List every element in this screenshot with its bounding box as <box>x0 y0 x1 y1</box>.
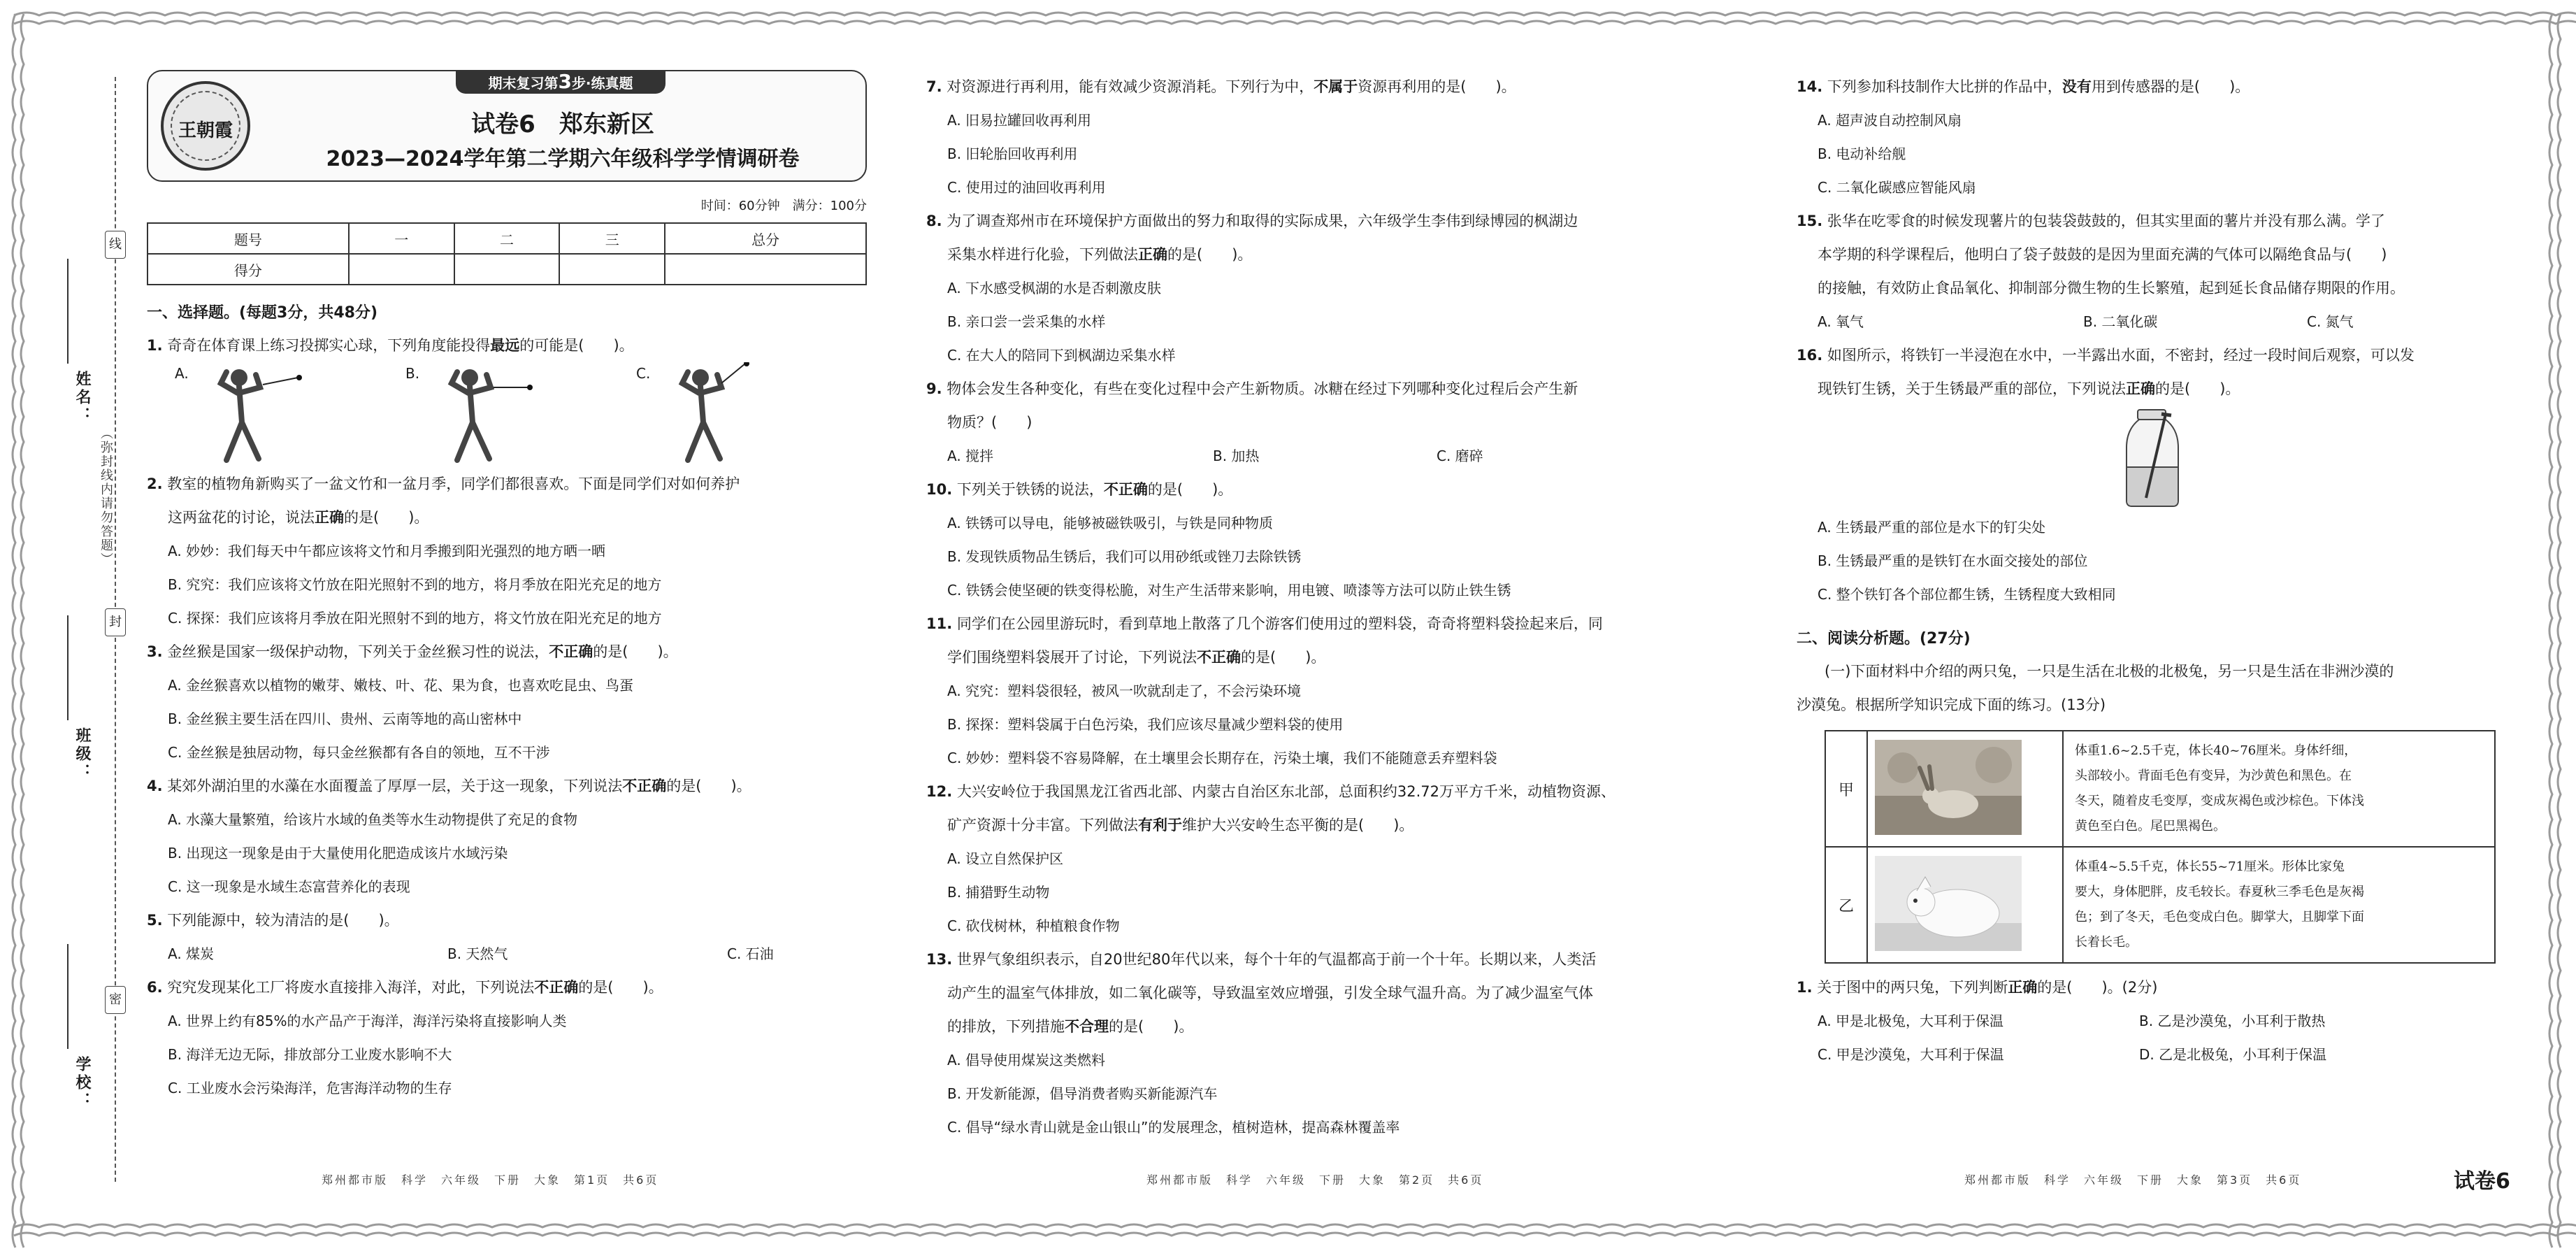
q5-option-a[interactable]: A. 煤炭 <box>168 945 215 962</box>
binding-margin <box>42 77 126 1182</box>
q9-option-b[interactable]: B. 加热 <box>1213 448 1260 464</box>
q1-figure-c[interactable]: C. <box>636 362 867 467</box>
q10-option-c[interactable]: C. 铁锈会使坚硬的铁变得松脆，对生产生活带来影响，用电镀、喷漆等方法可以防止铁生锈 <box>947 582 1511 599</box>
review-step-banner: 期末复习第3步·练真题 <box>456 70 665 94</box>
q1-figures <box>147 362 867 467</box>
class-blank[interactable] <box>67 615 69 720</box>
seal-mark-top: 线 <box>105 231 126 259</box>
question-6: 6. 究究发现某化工厂将废水直接排入海洋，对此，下列说法不正确的是( )。 <box>147 979 663 996</box>
q6-option-a[interactable]: A. 世界上约有85%的水产品产于海洋，海洋污染将直接影响人类 <box>168 1013 567 1029</box>
question-4: 4. 某郊外湖泊里的水藻在水面覆盖了厚厚一层，关于这一现象，下列说法不正确的是( )。 <box>147 778 751 794</box>
q4-option-c[interactable]: C. 这一现象是水域生态富营养化的表现 <box>168 878 410 895</box>
border-wave <box>14 21 2576 24</box>
q13-option-c[interactable]: C. 倡导“绿水青山就是金山银山”的发展理念，植树造林，提高森林覆盖率 <box>947 1119 1400 1136</box>
q15-option-b[interactable]: B. 二氧化碳 <box>2083 313 2158 330</box>
q6-option-c[interactable]: C. 工业废水会污染海洋，危害海洋动物的生存 <box>168 1080 452 1096</box>
exam-number: 试卷6 <box>2454 1169 2510 1194</box>
page-2-column: 7. 对资源进行再利用，能有效减少资源消耗。下列行为中，不属于资源再利用的是( )。 A. 旧易拉罐回收再利用 B. 旧轮胎回收再利用 C. 使用过的油回收再利用 8. 为了调查郑州市在环境保护方面做出的努力和取得的实际成果，六年级学生李伟到绿博园的枫湖边 采集水样进行化验，下列做法正确的是( )。 A. 下水感受枫湖的水是否刺激皮肤 B. 亲口尝一尝采集的水样 C. 在大人的陪同下到枫湖边采集水样 9. 物体会发生各种变化，有些在变化过程中会产生新物质。冰糖在经过下列哪种变化过程后会产生新 物质？( ) A. 搅拌 B. 加热 C. 磨碎 10. 下列关于铁锈的说法，不正确的是( )。 A. 铁锈可以导电，能够被磁铁吸引，与铁是同种物质 B. 发现铁质物品生锈后，我们可以用砂纸或锉刀去除铁锈 C. 铁锈会使坚硬的铁变得松脆，对生产生活带来影响，用电镀、喷漆等方法可以防止铁生锈 11. 同学们在公园里游玩时，看到草地上散落了几个游客们使用过的塑料袋，奇奇将塑料袋捡起来后，同 学们围绕塑料袋展开了讨论，下列说法不正确的是( )。 A. 究究：塑料袋很轻，被风一吹就刮走了，不会污染环境 B. 探探：塑料袋属于白色污染，我们应该尽量减少塑料袋的使用 C. 妙妙：塑料袋不容易降解，在土壤里会长期存在，污染土壤，我们不能随意丢弃塑料袋 12. 大兴安岭位于我国黑龙江省西北部、内蒙古自治区东北部，总面积约32.72万平方千米，动植物资源、 矿产资源十分丰富。下列做法有利于维护大兴安岭生态平衡的是( )。 A. 设立自然保护区 B. 捕猎野生动物 C. 砍伐树林，种植粮食作物 13. 世界气象组织表示，自20世纪80年代以来，每个十年的气温都高于前一个十年。长期以来，人类活 动产生的温室气体排放，如二氧化碳等，导致温室效应增强，引发全球气温升高。为了减少温室气体 的排放，下列措施不合理的是( )。 A. 倡导使用煤炭这类燃料 B. 开发新能源，倡导消费者购买新能源汽车 C. 倡导“绿水青山就是金山银山”的发展理念，植树造林，提高森林覆盖率 <box>926 70 1741 1144</box>
question-1: 1. 奇奇在体育课上练习投掷实心球，下列角度能投得最远的可能是( )。 <box>147 337 634 354</box>
score-cell[interactable] <box>349 254 454 285</box>
question-16: 16. 如图所示，将铁钉一半浸泡在水中，一半露出水面，不密封，经过一段时间后观察，可以发 <box>1797 347 2415 364</box>
q9-option-c[interactable]: C. 磨碎 <box>1437 448 1483 464</box>
question-2: 2. 教室的植物角新购买了一盆文竹和一盆月季，同学们都很喜欢。下面是同学们对如何养护 <box>147 476 740 492</box>
exam-header <box>147 70 867 182</box>
section-2-question-1: 1. 关于图中的两只兔，下列判断正确的是( )。(2分) <box>1797 979 2158 996</box>
q5-option-c[interactable]: C. 石油 <box>727 945 774 962</box>
border-wave <box>2549 14 2552 1248</box>
question-9: 9. 物体会发生各种变化，有些在变化过程中会产生新物质。冰糖在经过下列哪种变化过程后会产生新 <box>926 380 1578 397</box>
q12-option-b[interactable]: B. 捕猎野生动物 <box>947 884 1050 901</box>
jar-nail-icon <box>2111 406 2195 510</box>
q8-option-c[interactable]: C. 在大人的陪同下到枫湖边采集水样 <box>947 347 1176 364</box>
question-14: 14. 下列参加科技制作大比拼的作品中，没有用到传感器的是( )。 <box>1797 78 2250 95</box>
q10-option-a[interactable]: A. 铁锈可以导电，能够被磁铁吸引，与铁是同种物质 <box>947 515 1274 531</box>
question-12: 12. 大兴安岭位于我国黑龙江省西北部、内蒙古自治区东北部，总面积约32.72万平方千米，动植物资源、 <box>926 783 1616 800</box>
q13-option-b[interactable]: B. 开发新能源，倡导消费者购买新能源汽车 <box>947 1085 1218 1102</box>
q7-option-c[interactable]: C. 使用过的油回收再利用 <box>947 179 1106 196</box>
q15-option-c[interactable]: C. 氮气 <box>2307 313 2354 330</box>
q12-option-c[interactable]: C. 砍伐树林，种植粮食作物 <box>947 917 1120 934</box>
q10-option-b[interactable]: B. 发现铁质物品生锈后，我们可以用砂纸或锉刀去除铁锈 <box>947 548 1302 565</box>
brand-logo: 王朝霞 <box>161 81 250 171</box>
q3-option-a[interactable]: A. 金丝猴喜欢以植物的嫩芽、嫩枝、叶、花、果为食，也喜欢吃昆虫、鸟蛋 <box>168 677 634 694</box>
thrower-figure-a <box>196 362 336 467</box>
page-footer-3: 郑州都市版 科学 六年级 下册 大象 第3页 共6页 <box>1964 1173 2302 1187</box>
q11-option-c[interactable]: C. 妙妙：塑料袋不容易降解，在土壤里会长期存在，污染土壤，我们不能随意丢弃塑料袋 <box>947 750 1497 766</box>
border-wave <box>13 14 15 1248</box>
question-5: 5. 下列能源中，较为清洁的是( )。 <box>147 912 399 929</box>
table-row: 乙 体重4~5.5千克，体长55~71厘米。形体比家兔 要大，身体肥胖，皮毛较长。春夏秋三季毛色是灰褐 色；到了冬天，毛色变成白色。脚掌大，且脚掌下面 长着长毛。 <box>1825 847 2495 963</box>
score-cell[interactable] <box>559 254 665 285</box>
q7-option-b[interactable]: B. 旧轮胎回收再利用 <box>947 145 1078 162</box>
page-1-column: 王朝霞 期末复习第3步·练真题 试卷6 郑东新区 2023—2024学年第二学期六年级科学学情调研卷 时间：60分钟 满分：100分 题号 一 二 三 总分 得分 一、选择题。(每题3分，共48分) 1. 奇奇在体育课上练习投掷实心球，下列角度能投得最远的可能是( )。 A. B. C. 2. 教室的植物角新购买了一盆文竹和一盆月季，同学们都很喜欢。下面是同学们对如何养护 这两盆花的讨论，说法正确的是( )。 A. 妙妙：我们每天中午都应该将文竹和月季搬到阳光强烈的地方晒一晒 B. 究究：我们应该将文竹放在阳光照射不到的地方，将月季放在阳光充足的地方 C. 探探：我们应该将月季放在阳光照射不到的地方，将文竹放在阳光充足的地方 3. 金丝猴是国家一级保护动物，下列关于金丝猴习性的说法，不正确的是( )。 A. 金丝猴喜欢以植物的嫩芽、嫩枝、叶、花、果为食，也喜欢吃昆虫、鸟蛋 B. 金丝猴主要生活在四川、贵州、云南等地的高山密林中 C. 金丝猴是独居动物，每只金丝猴都有各自的领地，互不干涉 4. 某郊外湖泊里的水藻在水面覆盖了厚厚一层，关于这一现象，下列说法不正确的是( )。 A. 水藻大量繁殖，给该片水域的鱼类等水生动物提供了充足的食物 B. 出现这一现象是由于大量使用化肥造成该片水域污染 C. 这一现象是水域生态富营养化的表现 5. 下列能源中，较为清洁的是( )。 A. 煤炭 B. 天然气 C. 石油 6. 究究发现某化工厂将废水直接排入海洋，对此，下列说法不正确的是( )。 A. 世界上约有85%的水产品产于海洋，海洋污染将直接影响人类 B. 海洋无边无际，排放部分工业废水影响不大 C. 工业废水会污染海洋，危害海洋动物的生存 <box>147 70 867 1105</box>
q8-option-a[interactable]: A. 下水感受枫湖的水是否刺激皮肤 <box>947 280 1162 296</box>
rabbit-table <box>1825 730 2496 964</box>
q9-options <box>926 439 1741 473</box>
thrower-figure-b <box>426 362 566 467</box>
time-score-info: 时间：60分钟 满分：100分 <box>700 199 867 213</box>
page-footer-1: 郑州都市版 科学 六年级 下册 大象 第1页 共6页 <box>322 1173 659 1187</box>
exam-title: 试卷6 郑东新区 <box>471 110 654 138</box>
q1-figure-b[interactable]: B. <box>405 362 636 467</box>
question-3: 3. 金丝猴是国家一级保护动物，下列关于金丝猴习性的说法，不正确的是( )。 <box>147 643 678 660</box>
school-blank[interactable] <box>67 944 69 1049</box>
q7-option-a[interactable]: A. 旧易拉罐回收再利用 <box>947 112 1092 129</box>
seal-mark-bottom: 密 <box>105 986 126 1014</box>
question-13: 13. 世界气象组织表示，自20世纪80年代以来，每个十年的气温都高于前一个十年。长期以来，人类活 <box>926 951 1597 968</box>
q1-figure-a[interactable]: A. <box>175 362 405 467</box>
score-cell[interactable] <box>665 254 866 285</box>
q13-option-a[interactable]: A. 倡导使用煤炭这类燃料 <box>947 1052 1106 1068</box>
q14-option-c[interactable]: C. 二氧化碳感应智能风扇 <box>1818 179 1976 196</box>
seal-note: （弥封线内请勿答题） <box>99 427 113 566</box>
section-1-title: 一、选择题。(每题3分，共48分) <box>147 304 378 322</box>
q4-option-b[interactable]: B. 出现这一现象是由于大量使用化肥造成该片水域污染 <box>168 845 508 862</box>
q16-figure <box>1797 406 2510 510</box>
border-wave <box>14 1224 2576 1227</box>
q6-option-b[interactable]: B. 海洋无边无际，排放部分工业废水影响不大 <box>168 1046 452 1063</box>
q14-option-a[interactable]: A. 超声波自动控制风扇 <box>1818 112 1962 129</box>
q8-option-b[interactable]: B. 亲口尝一尝采集的水样 <box>947 313 1106 330</box>
s2q1-option-a[interactable]: A. 甲是北极兔，大耳利于保温 <box>1818 1013 2004 1029</box>
q2-option-b[interactable]: B. 究究：我们应该将文竹放在阳光照射不到的地方，将月季放在阳光充足的地方 <box>168 576 662 593</box>
q9-option-a[interactable]: A. 搅拌 <box>947 448 994 464</box>
name-blank[interactable] <box>67 259 69 364</box>
class-label: 班级： <box>73 727 91 782</box>
page-3-column: 14. 下列参加科技制作大比拼的作品中，没有用到传感器的是( )。 A. 超声波自动控制风扇 B. 电动补给舰 C. 二氧化碳感应智能风扇 15. 张华在吃零食的时候发现薯片的包装袋鼓鼓的，但其实里面的薯片并没有那么满。学了 本学期的科学课程后，他明白了袋子鼓鼓的是因为里面充满的气体可以隔绝食品与( ) 的接触，有效防止食品氧化、抑制部分微生物的生长繁殖，起到延长食品储存期限的作用。 A. 氧气 B. 二氧化碳 C. 氮气 16. 如图所示，将铁钉一半浸泡在水中，一半露出水面，不密封，经过一段时间后观察，可以发 现铁钉生锈，关于生锈最严重的部位，下列说法正确的是( )。 A. 生锈最严重的部位是水下的钉尖处 B. 生锈最严重的是铁钉在水面交接处的部位 C. 整个铁钉各个部位都生锈，生锈程度大致相同 二、阅读分析题。(27分) (一)下面材料中介绍的两只兔，一只是生活在北极的北极兔，另一只是生活在非洲沙漠的 沙漠兔。根据所学知识完成下面的练习。(13分) 甲 体重1.6~2.5千克，体长40~76厘米。身体纤细， 头部较小。背面毛色有变异，为沙黄色和黑色。在 冬天，随着皮毛变厚，变成灰褐色或沙棕色。下体浅 黄色至白色。尾巴黑褐色。 乙 体重4~5.5千克，体长55~71厘米。形体比家兔 要大，身体肥胖，皮毛较长。春夏秋三季毛色是灰褐 色；到了冬天，毛色变成白色。脚掌大，且脚掌下面 长着长毛。 1. 关于图中的两只兔，下列判断正确的是( )。(2分) A. 甲是北极兔，大耳利于保温 B. 乙是沙漠兔，小耳利于散热 C. 甲是沙漠兔，大耳利于保温 D. 乙是北极兔，小耳利于保温 <box>1797 70 2510 1071</box>
s2q1-option-c[interactable]: C. 甲是沙漠兔，大耳利于保温 <box>1818 1046 2004 1063</box>
s2q1-option-b[interactable]: B. 乙是沙漠兔，小耳利于散热 <box>2139 1013 2326 1029</box>
question-11: 11. 同学们在公园里游玩时，看到草地上散落了几个游客们使用过的塑料袋，奇奇将塑料袋捡起来后，同 <box>926 615 1603 632</box>
q16-option-a[interactable]: A. 生锈最严重的部位是水下的钉尖处 <box>1818 519 2046 536</box>
question-15: 15. 张华在吃零食的时候发现薯片的包装袋鼓鼓的，但其实里面的薯片并没有那么满。学了 <box>1797 213 2385 229</box>
q4-option-a[interactable]: A. 水藻大量繁殖，给该片水域的鱼类等水生动物提供了充足的食物 <box>168 811 578 828</box>
score-table: 题号 一 二 三 总分 得分 <box>147 222 867 285</box>
border-wave <box>21 14 24 1248</box>
seal-mark-mid: 封 <box>105 608 126 636</box>
q2-option-c[interactable]: C. 探探：我们应该将月季放在阳光照射不到的地方，将文竹放在阳光充足的地方 <box>168 610 662 627</box>
page-footer-2: 郑州都市版 科学 六年级 下册 大象 第2页 共6页 <box>1146 1173 1484 1187</box>
q15-option-a[interactable]: A. 氧气 <box>1818 313 1864 330</box>
table-row: 甲 体重1.6~2.5千克，体长40~76厘米。身体纤细， 头部较小。背面毛色有变异，为沙黄色和黑色。在 冬天，随着皮毛变厚，变成灰褐色或沙棕色。下体浅 黄色至白色。尾巴黑褐色。 <box>1825 731 2495 847</box>
school-label: 学校： <box>73 1056 91 1110</box>
question-10: 10. 下列关于铁锈的说法，不正确的是( )。 <box>926 481 1233 498</box>
q11-option-b[interactable]: B. 探探：塑料袋属于白色污染，我们应该尽量减少塑料袋的使用 <box>947 716 1344 733</box>
border-wave <box>14 13 2576 15</box>
score-cell[interactable] <box>454 254 560 285</box>
q12-option-a[interactable]: A. 设立自然保护区 <box>947 850 1064 867</box>
q5-option-b[interactable]: B. 天然气 <box>447 945 508 962</box>
question-8: 8. 为了调查郑州市在环境保护方面做出的努力和取得的实际成果，六年级学生李伟到绿博园的枫湖边 <box>926 213 1578 229</box>
arctic-hare-photo <box>1875 856 2022 951</box>
q5-options <box>147 937 867 971</box>
desert-hare-photo <box>1875 740 2022 835</box>
s2q1-option-d[interactable]: D. 乙是北极兔，小耳利于保温 <box>2139 1046 2327 1063</box>
question-7: 7. 对资源进行再利用，能有效减少资源消耗。下列行为中，不属于资源再利用的是( )。 <box>926 78 1516 95</box>
thrower-figure-c <box>657 362 797 467</box>
section-2-title: 二、阅读分析题。(27分) <box>1797 630 1971 648</box>
q3-option-c[interactable]: C. 金丝猴是独居动物，每只金丝猴都有各自的领地，互不干涉 <box>168 744 550 761</box>
exam-subtitle: 2023—2024学年第二学期六年级科学学情调研卷 <box>326 147 800 171</box>
q11-option-a[interactable]: A. 究究：塑料袋很轻，被风一吹就刮走了，不会污染环境 <box>947 682 1302 699</box>
q16-option-b[interactable]: B. 生锈最严重的是铁钉在水面交接处的部位 <box>1818 552 2088 569</box>
name-label: 姓名： <box>73 371 91 425</box>
q15-options <box>1797 305 2510 338</box>
q16-option-c[interactable]: C. 整个铁钉各个部位都生锈，生锈程度大致相同 <box>1818 586 2116 603</box>
q3-option-b[interactable]: B. 金丝猴主要生活在四川、贵州、云南等地的高山密林中 <box>168 710 522 727</box>
border-wave <box>14 1233 2576 1236</box>
q2-option-a[interactable]: A. 妙妙：我们每天中午都应该将文竹和月季搬到阳光强烈的地方晒一晒 <box>168 543 606 559</box>
q14-option-b[interactable]: B. 电动补给舰 <box>1818 145 1906 162</box>
border-wave <box>2558 14 2561 1248</box>
